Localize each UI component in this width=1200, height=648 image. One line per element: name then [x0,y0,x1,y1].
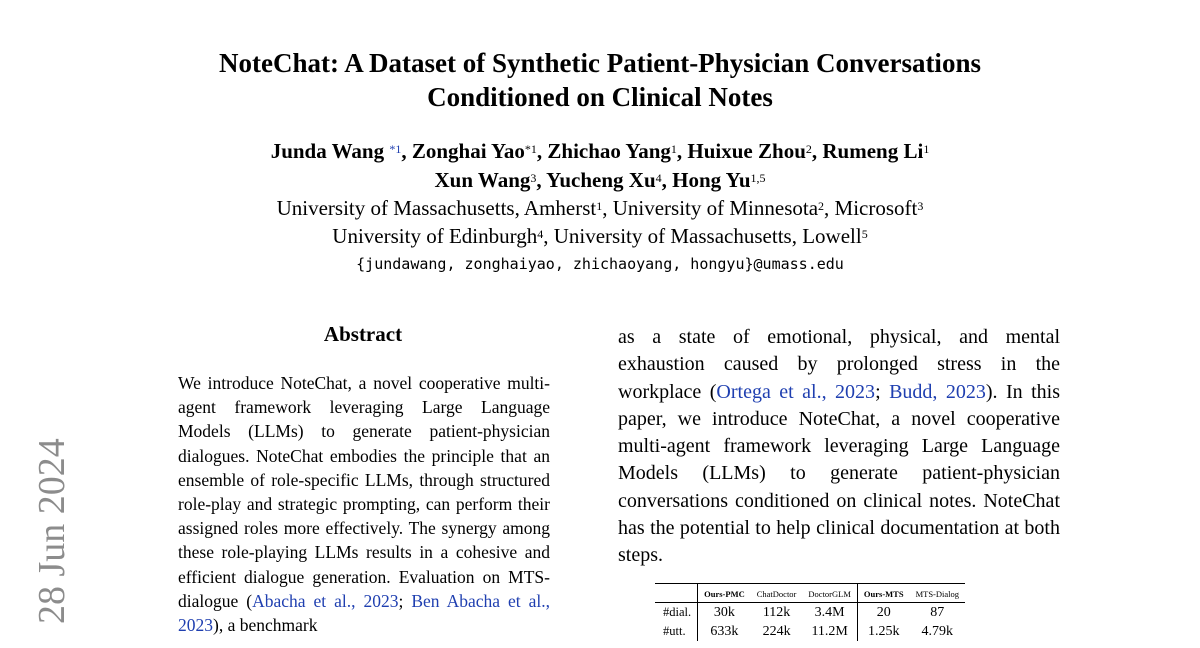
abstract-text: ; [398,590,412,611]
affiliation: University of Massachusetts, Amherst [276,196,597,220]
abstract-text: ), a benchmark [213,615,318,636]
affiliation: , University of Minnesota [602,196,819,220]
table-header-cell: MTS-Dialog [910,584,965,603]
table-cell: 3.4M [802,603,857,623]
affiliation-sup: 4 [537,227,544,241]
table-cell: 1.25k [867,624,900,639]
arxiv-date-text: 28 Jun 2024 [31,438,73,624]
table-cell: 20 [876,605,891,620]
author-name: , Huixue Zhou [676,139,806,163]
affiliation-line-2 [0,222,1200,250]
author-name: , Zhichao Yang [536,139,671,163]
table-cell: 112k [762,605,791,620]
table-corner-cell [655,584,698,603]
abstract-body [178,371,550,637]
author-line-1 [0,137,1200,166]
arxiv-date-stamp [32,428,72,628]
table-header-cell: Ours-PMC [698,584,751,603]
dataset-comparison-table [655,583,965,641]
table-row-label: #dial. [655,603,698,623]
author-sup: 4 [655,171,662,185]
author-sup: 2 [805,142,812,156]
body-text: ; [875,380,890,403]
body-text: as a state of emotional, physical, and mental exhaustion caused by prolonged stress in the workplace ( [618,326,1060,403]
table-cell: 30k [713,605,735,620]
table-cell: 633k [710,624,739,639]
table-header-cell: DoctorGLM [802,584,857,603]
affiliation-sup: 5 [861,227,868,241]
table-header-cell: Ours-MTS [857,584,909,603]
affiliation-sup: 2 [818,199,825,213]
paper-title [0,46,1200,114]
author-sup: *1 [524,142,537,156]
affiliation-line-1 [0,194,1200,222]
intro-paragraph [618,324,1060,570]
author-name: Xun Wang [434,168,531,192]
affiliation: University of Edinburgh [332,224,538,248]
table-header-cell: ChatDoctor [751,584,803,603]
author-emails: {jundawang, zonghaiyao, zhichaoyang, hongyu}@umass.edu [356,255,844,273]
affiliation: , University of Massachusetts, Lowell [543,224,862,248]
author-name: , Zonghai Yao [401,139,525,163]
table-row [655,622,965,641]
table-cell: 87 [930,605,945,620]
affiliation-sup: 3 [917,199,924,213]
affiliation-sup: 1 [596,199,603,213]
author-name: , Hong Yu [661,168,751,192]
author-name: Junda Wang [270,139,390,163]
body-text: ). In this paper, we introduce NoteChat, a novel cooperative multi-agent framework leveraging Large Language Models (LLMs) to generate patient-physician conversations conditioned on clinical notes. NoteChat has the potential to help clinical documentation at both steps. [618,380,1061,567]
table-row-label: #utt. [655,622,698,641]
author-name: , Yucheng Xu [536,168,656,192]
abstract-heading: Abstract [323,322,403,346]
author-name: , Rumeng Li [811,139,924,163]
title-line-2: Conditioned on Clinical Notes [427,82,773,112]
table-cell: 11.2M [802,622,857,641]
citation-link[interactable]: Abacha et al., 2023 [252,590,399,611]
table-cell: 224k [762,624,791,639]
author-sup: 3 [530,171,537,185]
citation-link[interactable]: Ortega et al., 2023 [716,380,876,403]
table-row [655,603,965,623]
author-sup: 1,5 [750,171,766,185]
title-line-1: NoteChat: A Dataset of Synthetic Patient-Physician Conversations [219,48,981,78]
citation-link[interactable]: Budd, 2023 [889,380,986,403]
affiliation: , Microsoft [824,196,918,220]
table-cell: 4.79k [921,624,954,639]
abstract-text: We introduce NoteChat, a novel cooperative multi-agent framework leveraging Large Language Models (LLMs) to generate patient-physician dialogues. NoteChat embodies the principle that an ensemble of role-specific LLMs, through structured role-play and strategic prompting, can perform their assigned roles more effectively. The synergy among these role-playing LLMs results in a cohesive and efficient dialogue generation. Evaluation on MTS-dialogue ( [178,373,550,611]
citation-link[interactable]: Ben Abacha et al., 2023 [178,590,550,636]
author-line-2 [0,166,1200,195]
author-sup: 1 [923,142,930,156]
author-sup: 1 [670,142,677,156]
author-footnote-link[interactable]: *1 [389,142,402,156]
table-header-row [655,584,965,603]
